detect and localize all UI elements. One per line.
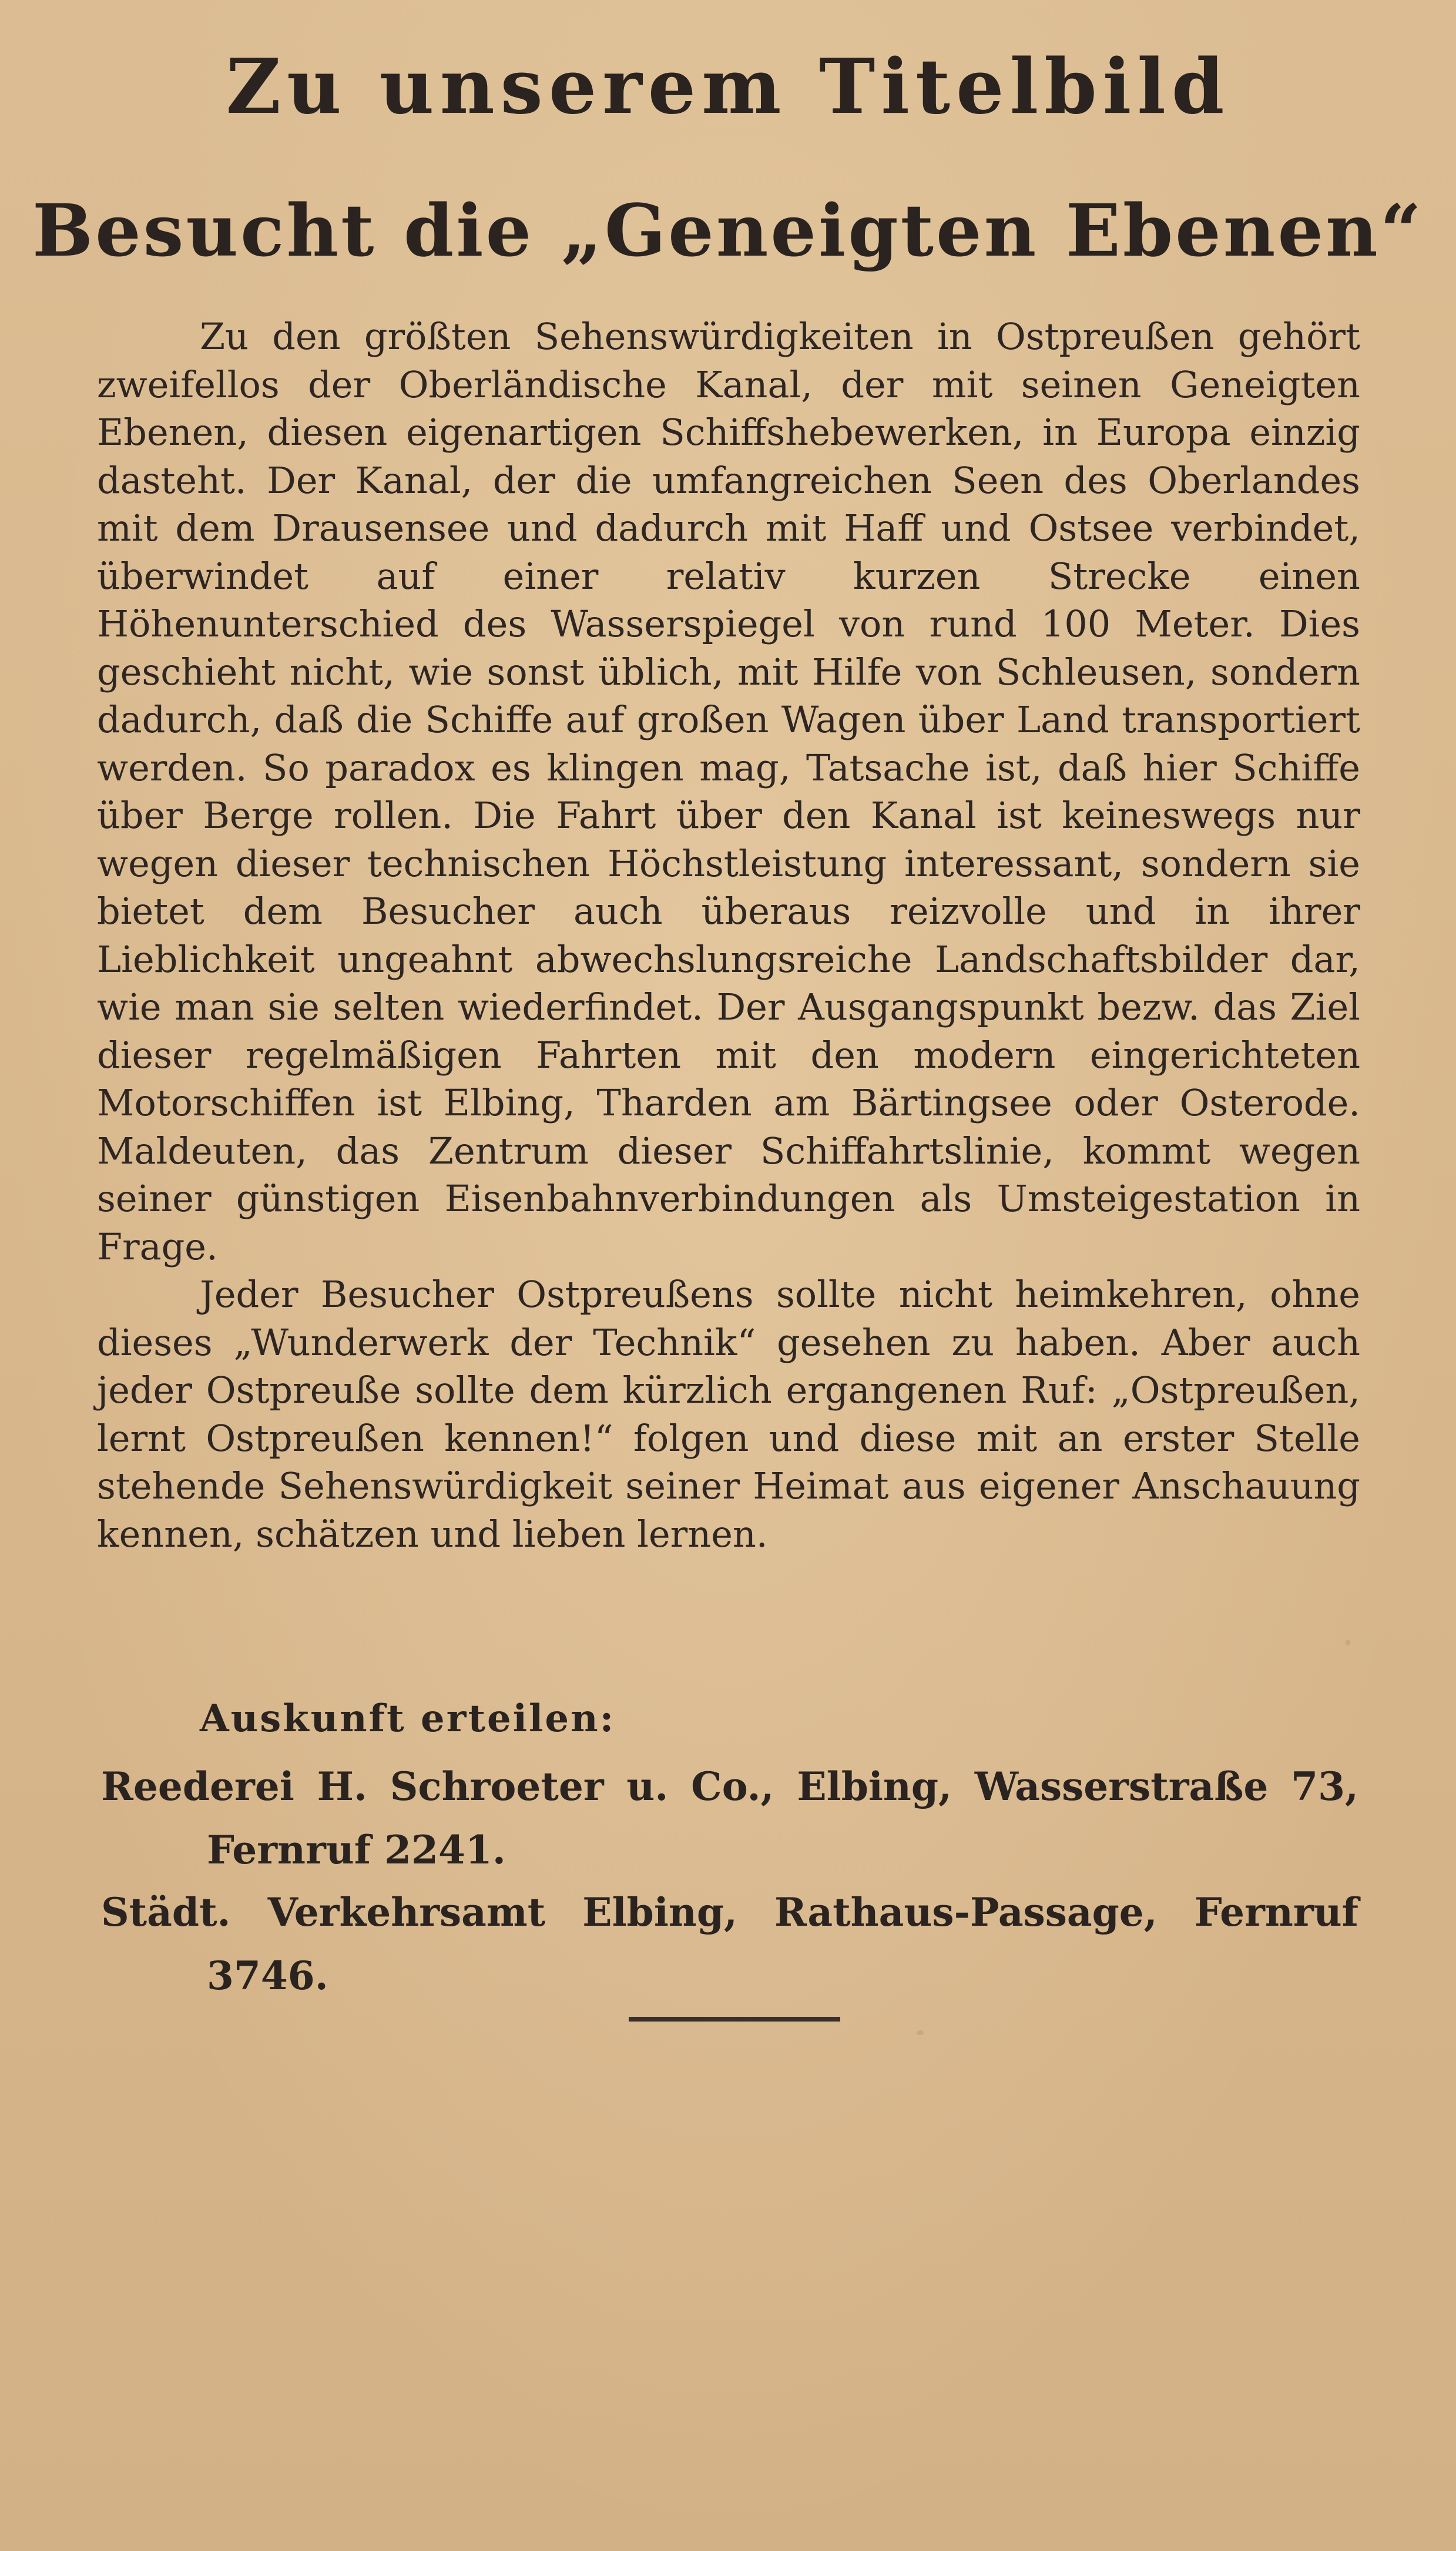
contact-entry — [101, 1880, 1358, 2007]
page-title: Zu unserem Titelbild — [226, 43, 1230, 131]
paper-stain — [1346, 1640, 1350, 1645]
contact-phone: Fernruf 2241. — [207, 1827, 506, 1873]
contact-entry — [101, 1755, 1358, 1882]
contact-phone: 3746. — [207, 1953, 328, 1999]
paragraph: Zu den größten Sehenswürdigkeiten in Ostpreußen gehört zweifellos der Oberländische Kanal, der mit seinen Geneigten Ebenen, diesen eigenartigen Schiffshebewerken, in Europa einzig dasteht. Der Kanal, der die umfangreichen Seen des Oberlandes mit dem Drausensee und dadurch mit Haff und Ostsee verbindet, überwindet auf einer relativ kurzen Strecke einen Höhenunterschied des Wasserspiegel von rund 100 Meter. Dies geschieht nicht, wie sonst üblich, mit Hilfe von Schleusen, sondern dadurch, daß die Schiffe auf großen Wagen über Land transportiert werden. So paradox es klingen mag, Tatsache ist, daß hier Schiffe über Berge rollen. Die Fahrt über den Kanal ist keineswegs nur wegen dieser technischen Höchstleistung interessant, sondern sie bietet dem Besucher auch überaus reizvolle und in ihrer Lieblichkeit ungeahnt abwechslungsreiche Landschaftsbilder dar, wie man sie selten wiederfindet. Der Ausgangspunkt bezw. das Ziel dieser regelmäßigen Fahrten mit den modern eingerichteten Motorschiffen ist Elbing, Tharden am Bärtingsee oder Osterode. Maldeuten, das Zentrum dieser Schiffahrtslinie, kommt wegen seiner günstigen Eisenbahnverbindungen als Umsteigestation in Frage. — [97, 315, 1360, 1268]
article-heading: Besucht die „Geneigten Ebenen“ — [32, 188, 1424, 273]
divider — [629, 2017, 840, 2022]
contact-address: Reederei H. Schroeter u. Co., Elbing, Wasserstraße 73, — [101, 1764, 1358, 1809]
paper-stain — [917, 2030, 924, 2035]
contact-address: Städt. Verkehrsamt Elbing, Rathaus-Passage, Fernruf — [101, 1889, 1358, 1935]
paragraph: Jeder Besucher Ostpreußens sollte nicht heimkehren, ohne dieses „Wunderwerk der Technik“ gesehen zu haben. Aber auch jeder Ostpreuße sollte dem kürzlich ergangenen Ruf: „Ostpreußen, lernt Ostpreußen kennen!“ folgen und diese mit an erster Stelle stehende Sehenswürdigkeit seiner Heimat aus eigener Anschauung kennen, schätzen und lieben lernen. — [97, 1273, 1360, 1556]
info-heading: Auskunft erteilen: — [200, 1697, 616, 1741]
article-body — [97, 313, 1360, 1558]
